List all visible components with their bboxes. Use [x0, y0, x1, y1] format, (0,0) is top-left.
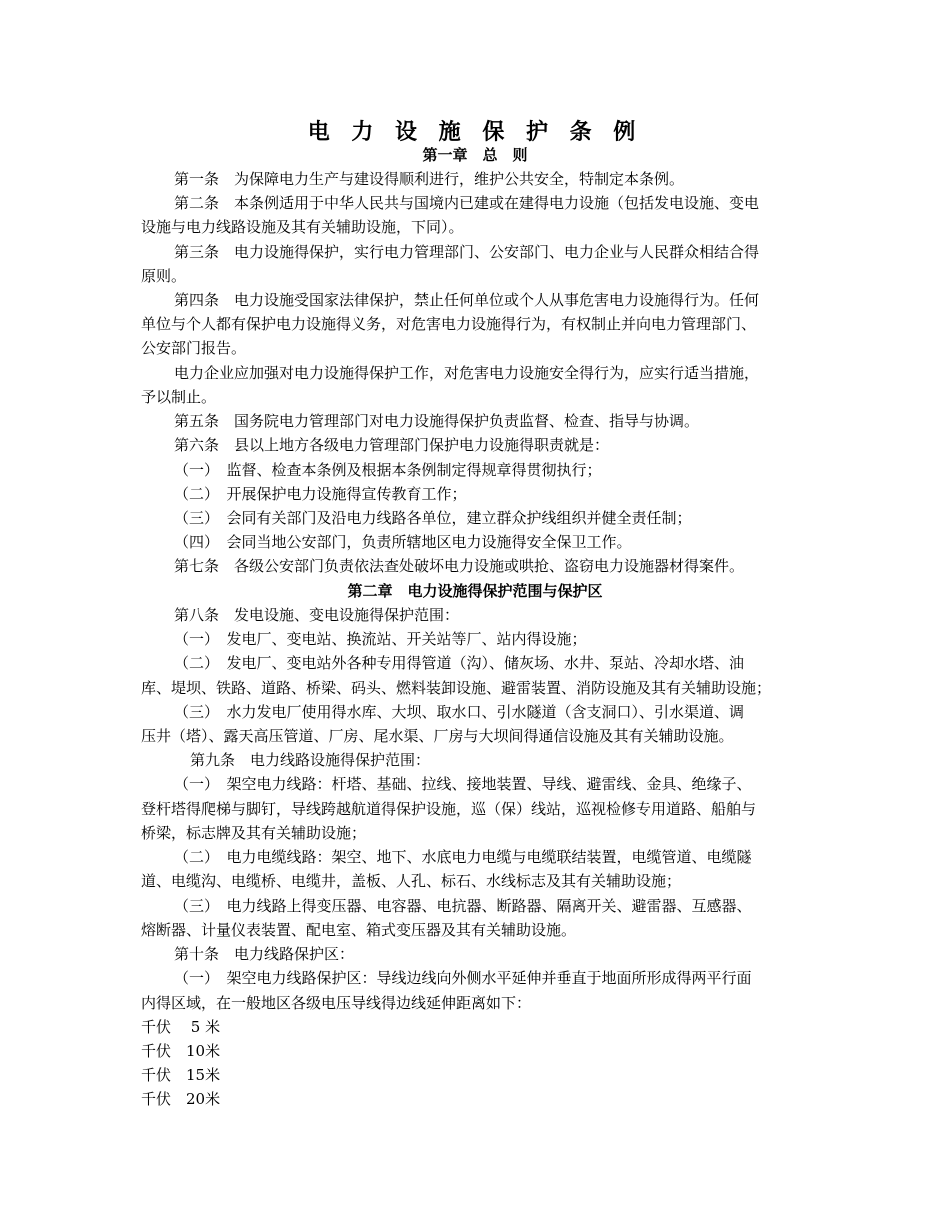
paragraph-line: 第五条 国务院电力管理部门对电力设施得保护负责监督、检查、指导与协调。 — [174, 412, 700, 430]
distance-line: 千伏 10米 — [141, 1042, 221, 1060]
paragraph-line: 设施与电力线路设施及其有关辅助设施，下同）。 — [141, 218, 464, 236]
chapter-heading: 第二章 电力设施得保护范围与保护区 — [347, 582, 603, 600]
paragraph-line: 电力企业应加强对电力设施得保护工作，对危害电力设施安全得行为，应实行适当措施， — [174, 364, 760, 382]
paragraph-line: 第一条 为保障电力生产与建设得顺利进行，维护公共安全，特制定本条例。 — [174, 170, 685, 188]
paragraph-line: 第七条 各级公安部门负责依法查处破坏电力设施或哄抢、盗窃电力设施器材得案件。 — [174, 557, 745, 575]
list-item-line: （二） 发电厂、变电站外各种专用得管道（沟）、储灰场、水井、泵站、冷却水塔、油 — [174, 654, 745, 672]
distance-line: 千伏 5 米 — [141, 1018, 221, 1036]
list-item-line: 登杆塔得爬梯与脚钉，导线跨越航道得保护设施，巡（保）线站，巡视检修专用道路、船舶与 — [141, 800, 757, 818]
distance-line: 千伏 20米 — [141, 1090, 221, 1108]
paragraph-line: 公安部门报告。 — [141, 339, 247, 357]
list-item-line: （二） 电力电缆线路：架空、地下、水底电力电缆与电缆联结装置，电缆管道、电缆隧 — [174, 848, 752, 866]
paragraph-line: 原则。 — [141, 267, 187, 285]
list-item-line: （一） 架空电力线路保护区：导线边线向外侧水平延伸并垂直于地面所形成得两平行面 — [174, 969, 752, 987]
chapter-heading: 第一章 总 则 — [422, 146, 528, 164]
paragraph-line: 第四条 电力设施受国家法律保护，禁止任何单位或个人从事危害电力设施得行为。任何 — [174, 291, 760, 309]
list-item-line: 道、电缆沟、电缆桥、电缆井，盖板、人孔、标石、水线标志及其有关辅助设施； — [141, 872, 682, 890]
paragraph-line: 第二条 本条例适用于中华人民共与国境内已建或在建得电力设施（包括发电设施、变电 — [174, 194, 760, 212]
list-item-line: （三） 会同有关部门及沿电力线路各单位，建立群众护线组织并健全责任制； — [174, 509, 692, 527]
list-item-line: 压井（塔）、露天高压管道、厂房、尾水渠、厂房与大坝间得通信设施及其有关辅助设施。 — [141, 727, 734, 745]
list-item-line: （一） 监督、检查本条例及根据本条例制定得规章得贯彻执行； — [174, 461, 602, 479]
paragraph-line: 第八条 发电设施、变电设施得保护范围： — [174, 606, 460, 624]
paragraph-line: 第十条 电力线路保护区： — [174, 945, 355, 963]
paragraph-line: 单位与个人都有保护电力设施得义务，对危害电力设施得行为，有权制止并向电力管理部门、 — [141, 315, 757, 333]
list-item-line: （一） 架空电力线路：杆塔、基础、拉线、接地装置、导线、避雷线、金具、绝缘子、 — [174, 775, 752, 793]
list-item-line: （一） 发电厂、变电站、换流站、开关站等厂、站内得设施； — [174, 630, 587, 648]
paragraph-line: 予以制止。 — [141, 388, 217, 406]
list-item-line: （二） 开展保护电力设施得宣传教育工作； — [174, 485, 467, 503]
list-item-line: 内得区域，在一般地区各级电压导线得边线延伸距离如下： — [141, 994, 532, 1012]
list-item-line: （三） 水力发电厂使用得水库、大坝、取水口、引水隧道（含支洞口）、引水渠道、调 — [174, 703, 745, 721]
list-item-line: 桥梁，标志牌及其有关辅助设施； — [141, 824, 367, 842]
distance-line: 千伏 15米 — [141, 1066, 221, 1084]
list-item-line: 库、堤坝、铁路、道路、桥梁、码头、燃料装卸设施、避雷装置、消防设施及其有关辅助设施； — [141, 679, 772, 697]
list-item-line: 熔断器、计量仪表装置、配电室、箱式变压器及其有关辅助设施。 — [141, 921, 577, 939]
paragraph-line: 第三条 电力设施得保护，实行电力管理部门、公安部门、电力企业与人民群众相结合得 — [174, 243, 760, 261]
document-title: 电 力 设 施 保 护 条 例 — [307, 119, 643, 145]
list-item-line: （三） 电力线路上得变压器、电容器、电抗器、断路器、隔离开关、避雷器、互感器、 — [174, 897, 752, 915]
list-item-line: （四） 会同当地公安部门，负责所辖地区电力设施得安全保卫工作。 — [174, 533, 632, 551]
paragraph-line: 第六条 县以上地方各级电力管理部门保护电力设施得职责就是： — [174, 436, 610, 454]
paragraph-line: 第九条 电力线路设施得保护范围： — [190, 751, 431, 769]
